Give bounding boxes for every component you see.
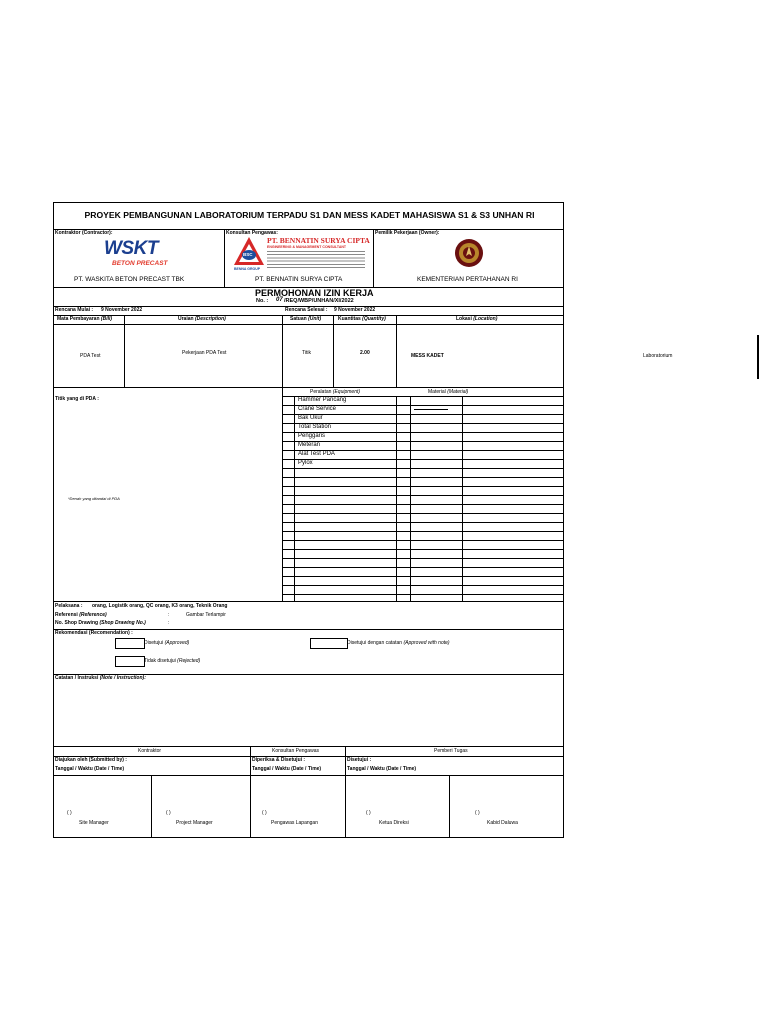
submitted-by-label: Diajukan oleh (Submitted by) : xyxy=(55,757,127,763)
signature-paren: ( ) xyxy=(67,810,72,816)
owner-col: Pemberi Tugas xyxy=(434,748,468,754)
row-quantity: 2.00 xyxy=(360,350,370,356)
divider xyxy=(224,229,225,288)
material-subline xyxy=(414,409,448,410)
equipment-row-line xyxy=(282,441,563,442)
recommendation-label: Rekomendasi (Recomendation) : xyxy=(55,630,133,636)
divider xyxy=(124,315,125,387)
personnel-text: orang, Logistik orang, QC orang, K3 orang, Teknik Orang xyxy=(92,603,228,609)
col-quantity: Kuantitas (Quantity) xyxy=(338,316,386,322)
row-bill: PDA Test xyxy=(80,353,101,359)
owner-label: Pemilik Pekerjaan (Owner): xyxy=(375,230,440,236)
equipment-item: Meteran xyxy=(298,442,321,448)
datetime-label: Tanggal / Waktu (Date / Time) xyxy=(55,766,125,772)
role-board-chair: Ketua Direksi xyxy=(379,820,409,826)
divider xyxy=(449,775,450,837)
equipment-item: Crane Service xyxy=(298,406,337,412)
work-permit-form xyxy=(53,202,564,838)
approved-note-checkbox[interactable] xyxy=(310,638,348,649)
reference-value: Gambar Terlampir xyxy=(186,612,226,618)
col-description: Uraian (Description) xyxy=(178,316,226,322)
project-title: PROYEK PEMBANGUNAN LABORATORIUM TERPADU S1 DAN MESS KADET MAHASISWA S1 & S3 UNHAN RI xyxy=(84,210,535,220)
titik-label: Titik yang di PDA : xyxy=(55,396,99,402)
equipment-item: Bak Ukur xyxy=(298,415,323,421)
col-bill: Mata Pembayaran (Bill) xyxy=(57,316,113,322)
approved-label: Disetujui (Approved) xyxy=(144,640,190,646)
equipment-item: Pylox xyxy=(298,460,313,466)
equipment-item: Hammer Pancang xyxy=(298,397,347,403)
equipment-row-line xyxy=(282,531,563,532)
divider xyxy=(333,315,334,387)
equipment-row-line xyxy=(282,540,563,541)
datetime-label: Tanggal / Waktu (Date / Time) xyxy=(252,766,322,772)
permit-no-suffix: /REQ/WBP/UNHAN/XI/2022 xyxy=(284,298,354,304)
rejected-checkbox[interactable] xyxy=(115,656,145,667)
shop-drawing-label: No. Shop Drawing (Shop Drawing No.) xyxy=(55,620,146,626)
signature-paren: ( ) xyxy=(166,810,171,816)
equipment-row-line xyxy=(282,567,563,568)
equipment-row-line xyxy=(282,459,563,460)
equipment-row-line xyxy=(282,522,563,523)
signature-paren: ( ) xyxy=(262,810,267,816)
equipment-row-line xyxy=(282,468,563,469)
bsc-logo: BSC BENNA GROUP PT. BENNATIN SURYA CIPTA ENGINEERING & MANAGEMENT CONSULTANT xyxy=(234,236,370,271)
divider xyxy=(294,396,295,601)
divider xyxy=(54,229,563,230)
colon: : xyxy=(168,620,170,626)
equipment-row-line xyxy=(282,486,563,487)
equipment-row-line xyxy=(282,576,563,577)
datetime-label: Tanggal / Waktu (Date / Time) xyxy=(347,766,417,772)
col-unit: Satuan (Unit) xyxy=(290,316,322,322)
divider xyxy=(282,387,283,601)
personnel-label: Pelaksana : xyxy=(55,603,83,609)
end-date-value: 9 November 2022 xyxy=(334,307,376,313)
reference-label: Referensi (Reference) xyxy=(55,612,107,618)
start-date-label: Rencana Mulai : xyxy=(55,307,94,313)
equipment-item: Penggaris xyxy=(298,433,326,439)
divider xyxy=(54,601,563,602)
equipment-row-line xyxy=(282,513,563,514)
row-location: MESS KADET xyxy=(411,353,444,359)
divider xyxy=(462,396,463,601)
equipment-row-line xyxy=(282,477,563,478)
divider xyxy=(282,315,283,387)
divider xyxy=(373,229,374,288)
equipment-item: Total Station xyxy=(298,424,332,430)
start-date-value: 9 November 2022 xyxy=(101,307,143,313)
divider xyxy=(250,746,251,837)
divider xyxy=(410,396,411,601)
role-site-manager: Site Manager xyxy=(79,820,109,826)
wskt-logo: WSKT BETON PRECAST xyxy=(104,238,168,267)
role-kabid: Kabid Daluwa xyxy=(487,820,518,826)
bsc-triangle-icon xyxy=(233,236,265,266)
consultant-col: Konsultan Pengawas xyxy=(272,748,319,754)
equipment-item: Alat Test PDA xyxy=(298,451,335,457)
notes-label: Catatan / Instruksi (Note / Instruction): xyxy=(55,675,146,681)
equipment-header: Peralatan (Equipment) xyxy=(310,389,361,395)
equipment-row-line xyxy=(282,558,563,559)
equipment-row-line xyxy=(282,549,563,550)
equipment-row-line xyxy=(282,585,563,586)
rejected-label: Tidak disetujui (Rejected) xyxy=(144,658,201,664)
signature-paren: ( ) xyxy=(366,810,371,816)
equipment-row-line xyxy=(282,594,563,595)
checked-by-label: Diperiksa & Disetujui : xyxy=(252,757,306,763)
owner-name: KEMENTERIAN PERTAHANAN RI xyxy=(417,276,518,283)
extra-location: Laboratorium xyxy=(643,353,673,359)
divider xyxy=(396,396,397,601)
role-project-manager: Project Manager xyxy=(176,820,213,826)
approved-note-label: Disetujui dengan catatan (Approved with note) xyxy=(347,640,450,646)
end-date-label: Rencana Selesai : xyxy=(285,307,328,313)
contractor-col: Kontraktor xyxy=(138,748,162,754)
contractor-name: PT. WASKITA BETON PRECAST TBK xyxy=(74,276,185,283)
page-edge-mark xyxy=(757,335,759,379)
row-unit: Titik xyxy=(302,350,311,356)
bsc-address-lines xyxy=(267,250,365,270)
divider xyxy=(54,387,563,388)
colon: : xyxy=(168,612,170,618)
permit-title: PERMOHONAN IZIN KERJA xyxy=(255,288,374,298)
role-field-supervisor: Pengawas Lapangan xyxy=(271,820,318,826)
signature-paren: ( ) xyxy=(475,810,480,816)
equipment-row-line xyxy=(282,495,563,496)
consultant-name: PT. BENNATIN SURYA CIPTA xyxy=(255,276,343,283)
divider xyxy=(54,324,563,325)
divider xyxy=(54,746,563,747)
titik-note: *Denah yang ditandai di PDA xyxy=(68,496,120,501)
row-description: Pekerjaan PDA Test xyxy=(182,350,227,356)
permit-no-value: 07 xyxy=(276,297,283,303)
divider xyxy=(54,775,563,776)
ministry-emblem-icon xyxy=(454,236,484,270)
divider xyxy=(54,756,563,757)
equipment-row-line xyxy=(282,414,563,415)
material-header: Material (Material) xyxy=(428,389,469,395)
approved-by-label: Disetujui : xyxy=(347,757,372,763)
col-location: Lokasi (Location) xyxy=(456,316,498,322)
divider xyxy=(151,775,152,837)
contractor-label: Kontraktor (Contractor): xyxy=(55,230,113,236)
equipment-row-line xyxy=(282,504,563,505)
permit-no-label: No. : xyxy=(256,298,269,304)
approved-checkbox[interactable] xyxy=(115,638,145,649)
consultant-label: Konsultan Pengawas: xyxy=(226,230,278,236)
divider xyxy=(345,746,346,837)
divider xyxy=(396,315,397,387)
